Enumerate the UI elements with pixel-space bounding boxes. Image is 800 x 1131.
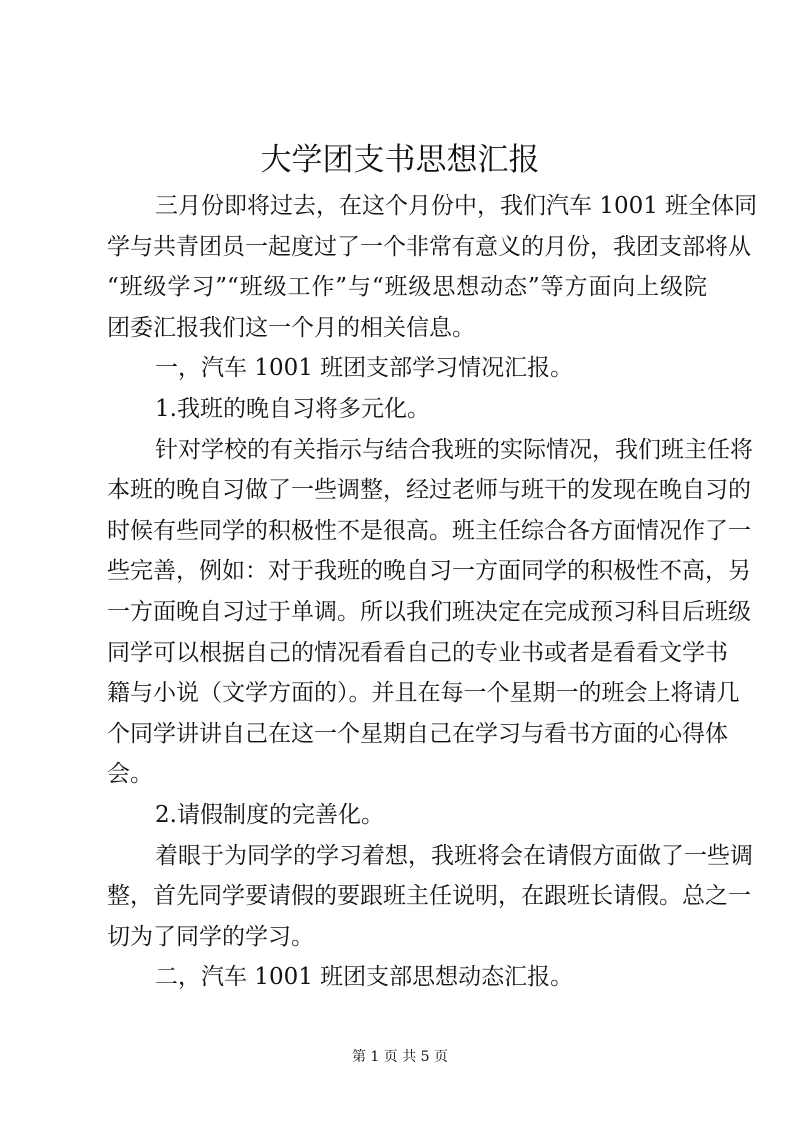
text-line: 切为了同学的学习。 xyxy=(107,923,314,950)
text-line: 本班的晚自习做了一些调整，经过老师与班干的发现在晚自习的 xyxy=(107,477,751,504)
paragraph xyxy=(107,348,707,389)
paragraph xyxy=(107,430,753,795)
text-line: 一，汽车 1001 班团支部学习情况汇报。 xyxy=(155,355,574,382)
text-line: 整，首先同学要请假的要跟班主任说明，在跟班长请假。总之一 xyxy=(107,883,751,910)
text-line: 个同学讲讲自己在这一个星期自己在学习与看书方面的心得体 xyxy=(107,720,728,747)
text-line: 时候有些同学的积极性不是很高。班主任综合各方面情况作了一 xyxy=(107,517,751,544)
text-line: “班级学习”“班级工作”与“班级思想动态”等方面向上级院 xyxy=(107,274,707,301)
document-body xyxy=(107,186,758,998)
text-line: 一方面晚自习过于单调。所以我们班决定在完成预习科目后班级 xyxy=(107,598,751,625)
paragraph xyxy=(107,836,753,958)
text-line: 2.请假制度的完善化。 xyxy=(155,801,384,828)
text-line: 1.我班的晚自习将多元化。 xyxy=(155,395,430,422)
paragraph xyxy=(107,957,707,998)
page-footer: 第 1 页 共 5 页 xyxy=(351,1049,449,1065)
paragraph xyxy=(107,795,707,836)
text-line: 二，汽车 1001 班团支部思想动态汇报。 xyxy=(155,964,574,991)
text-line: 会。 xyxy=(107,761,153,788)
text-line: 同学可以根据自己的情况看看自己的专业书或者是看看文学书 xyxy=(107,639,728,666)
text-line: 些完善，例如：对于我班的晚自习一方面同学的积极性不高，另 xyxy=(107,558,751,585)
paragraph xyxy=(107,389,707,430)
text-line: 团委汇报我们这一个月的相关信息。 xyxy=(107,314,475,341)
text-line: 针对学校的有关指示与结合我班的实际情况，我们班主任将 xyxy=(155,436,753,463)
paragraph xyxy=(107,186,758,348)
text-line: 着眼于为同学的学习着想，我班将会在请假方面做了一些调 xyxy=(155,842,753,869)
text-line: 学与共青团员一起度过了一个非常有意义的月份，我团支部将从 xyxy=(107,233,751,260)
text-line: 三月份即将过去，在这个月份中，我们汽车 1001 班全体同 xyxy=(155,193,758,219)
text-line: 籍与小说（文学方面的）。并且在每一个星期一的班会上将请几 xyxy=(107,680,740,707)
document-title: 大学团支书思想汇报 xyxy=(260,142,540,178)
